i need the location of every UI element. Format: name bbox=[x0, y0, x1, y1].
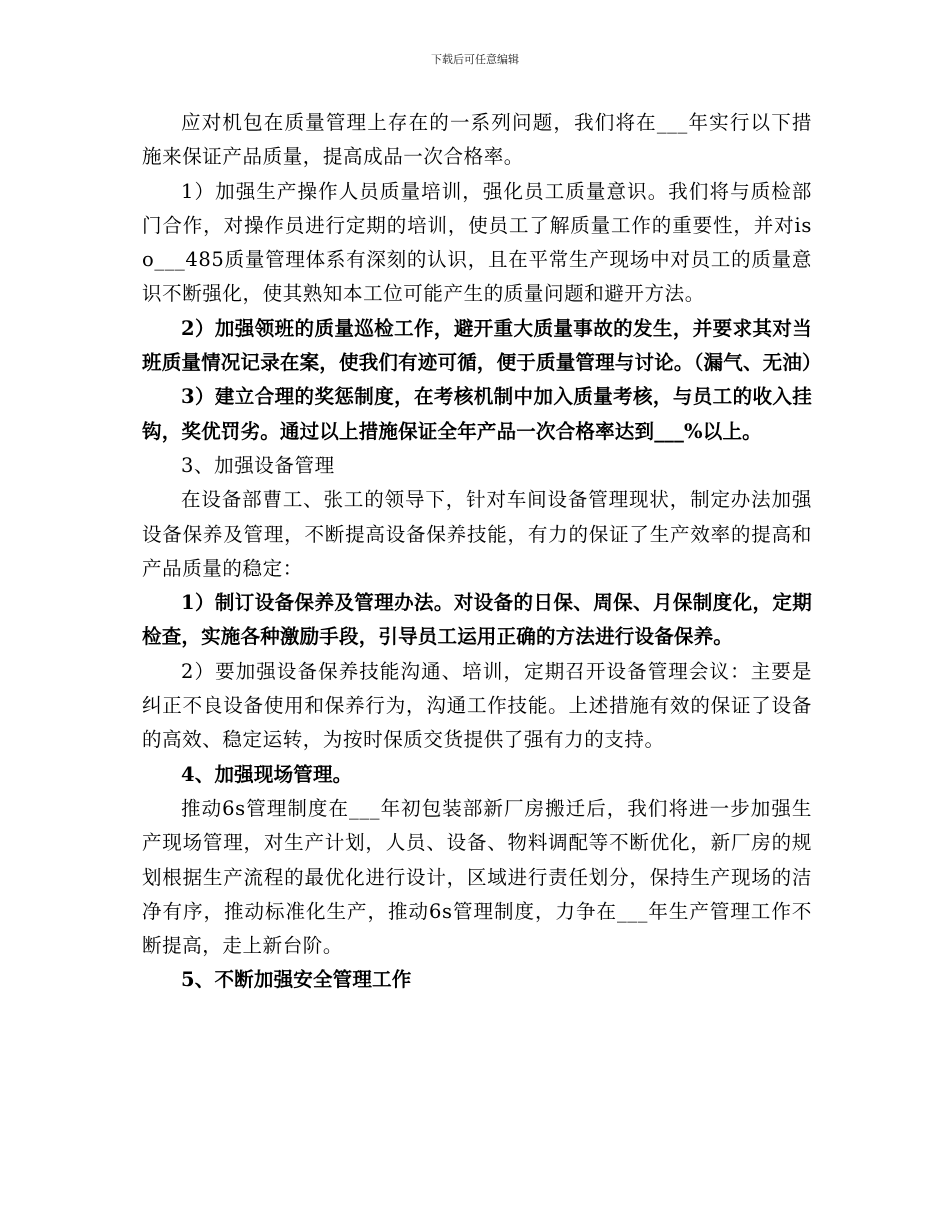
section-heading-equipment: 3、加强设备管理 bbox=[181, 453, 335, 477]
section-heading-safety: 5、不断加强安全管理工作 bbox=[181, 968, 412, 992]
document-body bbox=[142, 106, 822, 998]
paragraph-site-management: 推动6s管理制度在___年初包装部新厂房搬迁后，我们将进一步加强生产现场管理，对生产计划，人员、设备、物料调配等不断优化，新厂房的规划根据生产流程的最优化进行设计，区域进行责任划分，保持生产现场的洁净有序，推动标准化生产，推动6s管理制度，力争在___年生产管理工作不断提高，走上新台阶。 bbox=[142, 796, 812, 958]
paragraph-intro: 应对机包在质量管理上存在的一系列问题，我们将在___年实行以下措施来保证产品质量，提高成品一次合格率。 bbox=[142, 111, 812, 169]
section-heading-site-management: 4、加强现场管理。 bbox=[181, 762, 353, 786]
paragraph-equipment-training: 2）要加强设备保养技能沟通、培训，定期召开设备管理会议：主要是纠正不良设备使用和保养行为，沟通工作技能。上述措施有效的保证了设备的高效、稳定运转，为按时保质交货提供了强有力的支持。 bbox=[142, 659, 812, 752]
paragraph-reward-penalty: 3）建立合理的奖惩制度，在考核机制中加入质量考核，与员工的收入挂钩，奖优罚劣。通过以上措施保证全年产品一次合格率达到___%以上。 bbox=[142, 385, 812, 443]
page-header: 下载后可任意编辑 bbox=[431, 53, 519, 66]
paragraph-quality-training: 1）加强生产操作人员质量培训，强化员工质量意识。我们将与质检部门合作，对操作员进行定期的培训，使员工了解质量工作的重要性，并对iso___485质量管理体系有深刻的认识，且在平常生产现场中对员工的质量意识不断强化，使其熟知本工位可能产生的质量问题和避开方法。 bbox=[142, 179, 812, 306]
paragraph-equipment-maintenance: 1）制订设备保养及管理办法。对设备的日保、周保、月保制度化，定期检查，实施各种激励手段，引导员工运用正确的方法进行设备保养。 bbox=[142, 591, 812, 649]
paragraph-foreman-inspection: 2）加强领班的质量巡检工作，避开重大质量事故的发生，并要求其对当班质量情况记录在案，使我们有迹可循，便于质量管理与讨论。（漏气、无油） bbox=[142, 316, 822, 375]
paragraph-equipment-intro: 在设备部曹工、张工的领导下，针对车间设备管理现状，制定办法加强设备保养及管理，不断提高设备保养技能，有力的保证了生产效率的提高和产品质量的稳定： bbox=[142, 488, 812, 580]
